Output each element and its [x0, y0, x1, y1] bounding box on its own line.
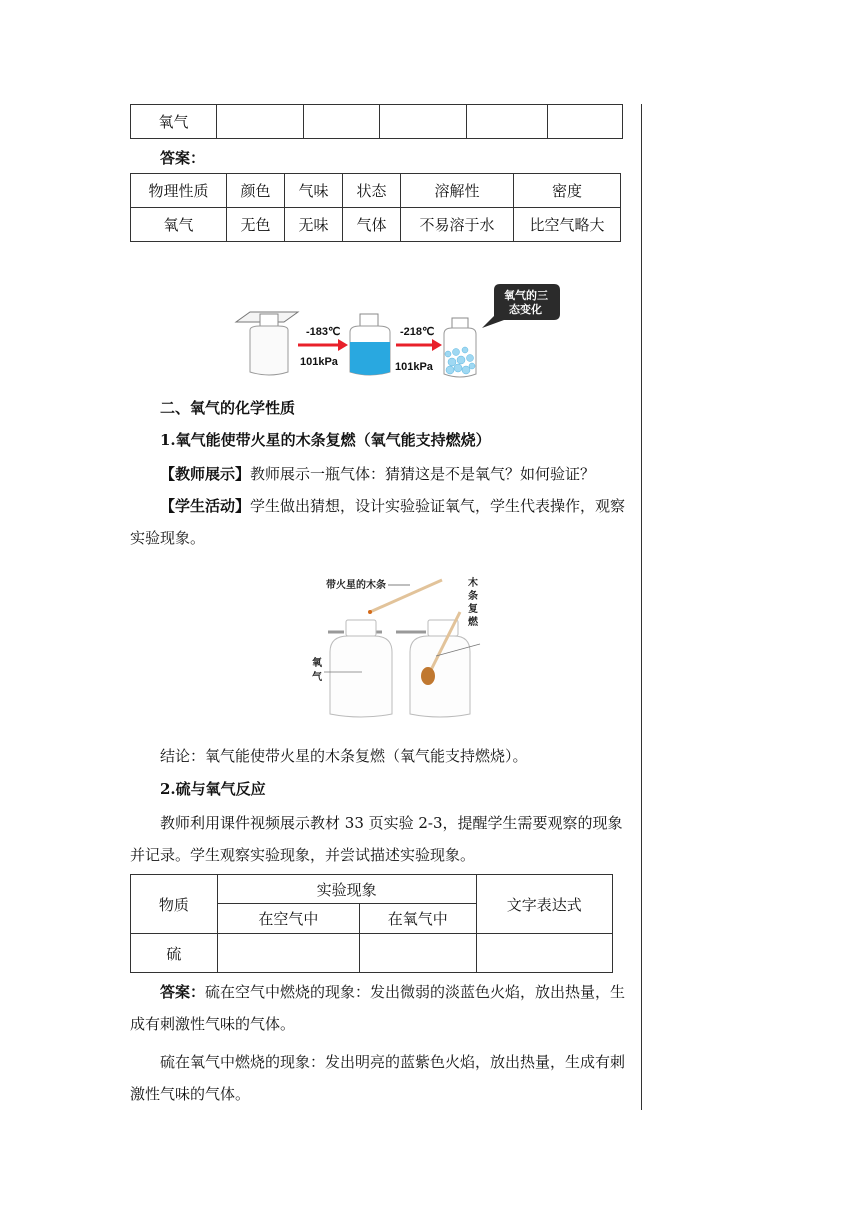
arrow2-top-label: -218℃	[400, 326, 435, 338]
table-header: 密度	[514, 174, 621, 208]
sub1-title: 1.氧气能使带火星的木条复燃（氧气能支持燃烧）	[160, 431, 491, 449]
sulfur-experiment-table	[130, 874, 613, 973]
table-cell: 比空气略大	[514, 208, 621, 242]
student-activity-paragraph	[130, 490, 634, 554]
student-activity-text: 学生做出猜想，设计实验验证氧气，学生代表操作，观察实验现象。	[130, 497, 626, 547]
oxygen-properties-answer-table	[130, 173, 621, 242]
oxygen-three-states-figure	[232, 282, 572, 382]
table-cell: 无味	[285, 208, 343, 242]
svg-text:燃: 燃	[468, 617, 478, 628]
stick-label: 带火星的木条	[326, 580, 386, 591]
student-activity-label: 【学生活动】	[160, 497, 251, 515]
arrow1-top-label: -183℃	[306, 326, 341, 338]
splint-relight-figure	[310, 572, 490, 722]
svg-text:气: 气	[312, 672, 322, 683]
section2-title: 二、氧气的化学性质	[160, 399, 296, 417]
oxygen-label	[312, 656, 323, 683]
table-header: 在空气中	[217, 904, 359, 934]
margin-rule	[641, 104, 642, 1110]
teacher-show-label: 【教师展示】	[160, 465, 251, 483]
table-cell: 不易溶于水	[401, 208, 514, 242]
table-cell: 无色	[227, 208, 285, 242]
table-cell: 氧气	[131, 208, 227, 242]
relight-label	[467, 576, 479, 628]
table-cell	[380, 105, 467, 139]
table-header: 物理性质	[131, 174, 227, 208]
svg-text:条: 条	[468, 591, 478, 602]
table-header: 气味	[285, 174, 343, 208]
table-header: 状态	[343, 174, 401, 208]
bubble-line1: 氧气的三	[504, 290, 548, 302]
sub2-title: 2.硫与氧气反应	[160, 780, 266, 798]
answer2-label: 答案：	[160, 983, 206, 1001]
teacher-show-paragraph	[130, 458, 634, 490]
table-header: 在氧气中	[360, 904, 477, 934]
arrow2-bottom-label: 101kPa	[395, 361, 433, 373]
table-header: 物质	[131, 875, 218, 934]
svg-text:木: 木	[468, 578, 478, 589]
table-header: 颜色	[227, 174, 285, 208]
answer2-text: 硫在空气中燃烧的现象：发出微弱的淡蓝色火焰，放出热量，生成有刺激性气味的气体。	[130, 983, 626, 1033]
table-cell	[360, 934, 477, 973]
table-cell	[217, 105, 304, 139]
arrow1-bottom-label: 101kPa	[300, 356, 338, 368]
svg-text:氧: 氧	[312, 658, 322, 669]
answer3-paragraph: 硫在氧气中燃烧的现象：发出明亮的蓝紫色火焰，放出热量，生成有刺激性气味的气体。	[130, 1053, 626, 1103]
table-header: 溶解性	[401, 174, 514, 208]
answer-label: 答案：	[160, 149, 206, 167]
table-cell	[548, 105, 623, 139]
answer2-paragraph	[130, 976, 634, 1040]
table-cell	[476, 934, 612, 973]
table-cell	[304, 105, 380, 139]
table-cell: 氧气	[131, 105, 217, 139]
teacher-show-text: 教师展示一瓶气体：猜猜这是不是氧气？如何验证？	[250, 465, 596, 483]
bubble-line2: 态变化	[509, 304, 542, 316]
table-cell: 气体	[343, 208, 401, 242]
table-header: 文字表达式	[476, 875, 612, 934]
table-header: 实验现象	[217, 875, 476, 904]
table-cell: 硫	[131, 934, 218, 973]
svg-text:复: 复	[468, 604, 478, 615]
sulfur-intro-paragraph: 教师利用课件视频展示教材 33 页实验 2-3，提醒学生需要观察的现象并记录。学生观察实验现象，并尝试描述实验现象。	[130, 814, 623, 864]
oxygen-properties-blank-table	[130, 104, 623, 139]
table-cell	[217, 934, 359, 973]
table-cell	[467, 105, 548, 139]
conclusion: 结论：氧气能使带火星的木条复燃（氧气能支持燃烧）。	[160, 747, 528, 765]
